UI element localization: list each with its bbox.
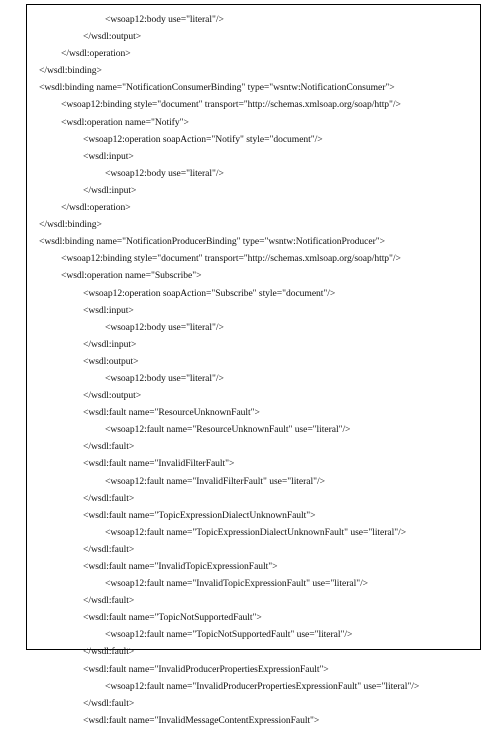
code-line: <wsoap12:fault name="InvalidProducerPropertiesExpressionFault" use="literal"/>	[105, 680, 420, 692]
code-line: <wsoap12:body use="literal"/>	[105, 167, 224, 179]
code-line: </wsdl:output>	[83, 390, 142, 402]
code-line: <wsoap12:body use="literal"/>	[105, 14, 224, 25]
code-line: <wsdl:output>	[83, 355, 139, 367]
code-line: <wsdl:fault name="InvalidProducerPropertiesExpressionFault">	[83, 663, 329, 675]
code-line: <wsdl:operation name="Notify">	[61, 116, 189, 128]
code-line: </wsdl:input>	[83, 338, 137, 350]
code-line: </wsdl:input>	[83, 184, 137, 196]
code-line: <wsdl:binding name="NotificationProducerBinding" type="wsntw:NotificationProducer">	[39, 236, 385, 248]
code-line: </wsdl:fault>	[83, 646, 135, 658]
code-line: <wsoap12:fault name="TopicNotSupportedFault" use="literal"/>	[105, 629, 353, 641]
code-line: <wsdl:fault name="TopicExpressionDialectUnknownFault">	[83, 509, 316, 521]
code-line: </wsdl:binding>	[39, 65, 102, 77]
code-listing-frame	[26, 4, 481, 726]
code-line: <wsdl:fault name="InvalidFilterFault">	[83, 458, 235, 470]
code-line: </wsdl:operation>	[61, 202, 131, 214]
code-line: <wsoap12:binding style="document" transport="http://schemas.xmlsoap.org/soap/http"/>	[61, 253, 401, 265]
code-line: <wsoap12:fault name="TopicExpressionDialectUnknownFault" use="literal"/>	[105, 526, 407, 538]
code-line: <wsoap12:fault name="InvalidTopicExpressionFault" use="literal"/>	[105, 578, 369, 590]
code-line: <wsdl:input>	[83, 150, 134, 162]
code-line: </wsdl:binding>	[39, 219, 102, 231]
code-line: </wsdl:fault>	[83, 492, 135, 504]
code-line: </wsdl:fault>	[83, 441, 135, 453]
code-line: <wsdl:operation name="Subscribe">	[61, 270, 202, 282]
code-line: <wsoap12:fault name="ResourceUnknownFault" use="literal"/>	[105, 424, 351, 436]
code-line: <wsdl:fault name="TopicNotSupportedFault">	[83, 612, 262, 624]
code-line: <wsdl:fault name="InvalidMessageContentExpressionFault">	[83, 714, 320, 726]
code-line: <wsdl:fault name="ResourceUnknownFault">	[83, 407, 260, 419]
code-line: <wsdl:binding name="NotificationConsumerBinding" type="wsntw:NotificationConsumer">	[39, 82, 395, 94]
code-line: <wsdl:input>	[83, 304, 134, 316]
code-line: </wsdl:fault>	[83, 595, 135, 607]
code-line: <wsoap12:fault name="InvalidFilterFault" use="literal"/>	[105, 475, 325, 487]
code-line: </wsdl:fault>	[83, 697, 135, 709]
code-line: <wsoap12:operation soapAction="Notify" style="document"/>	[83, 133, 323, 145]
code-line: <wsdl:fault name="InvalidTopicExpressionFault">	[83, 561, 278, 572]
code-line: <wsoap12:operation soapAction="Subscribe" style="document"/>	[83, 287, 336, 299]
code-line: </wsdl:fault>	[83, 543, 135, 555]
code-line: <wsoap12:binding style="document" transport="http://schemas.xmlsoap.org/soap/http"/>	[61, 99, 401, 111]
code-line: <wsoap12:body use="literal"/>	[105, 372, 224, 384]
code-line: </wsdl:operation>	[61, 48, 131, 60]
code-listing	[27, 11, 480, 729]
code-line: </wsdl:output>	[83, 31, 142, 43]
code-line: <wsoap12:body use="literal"/>	[105, 321, 224, 333]
